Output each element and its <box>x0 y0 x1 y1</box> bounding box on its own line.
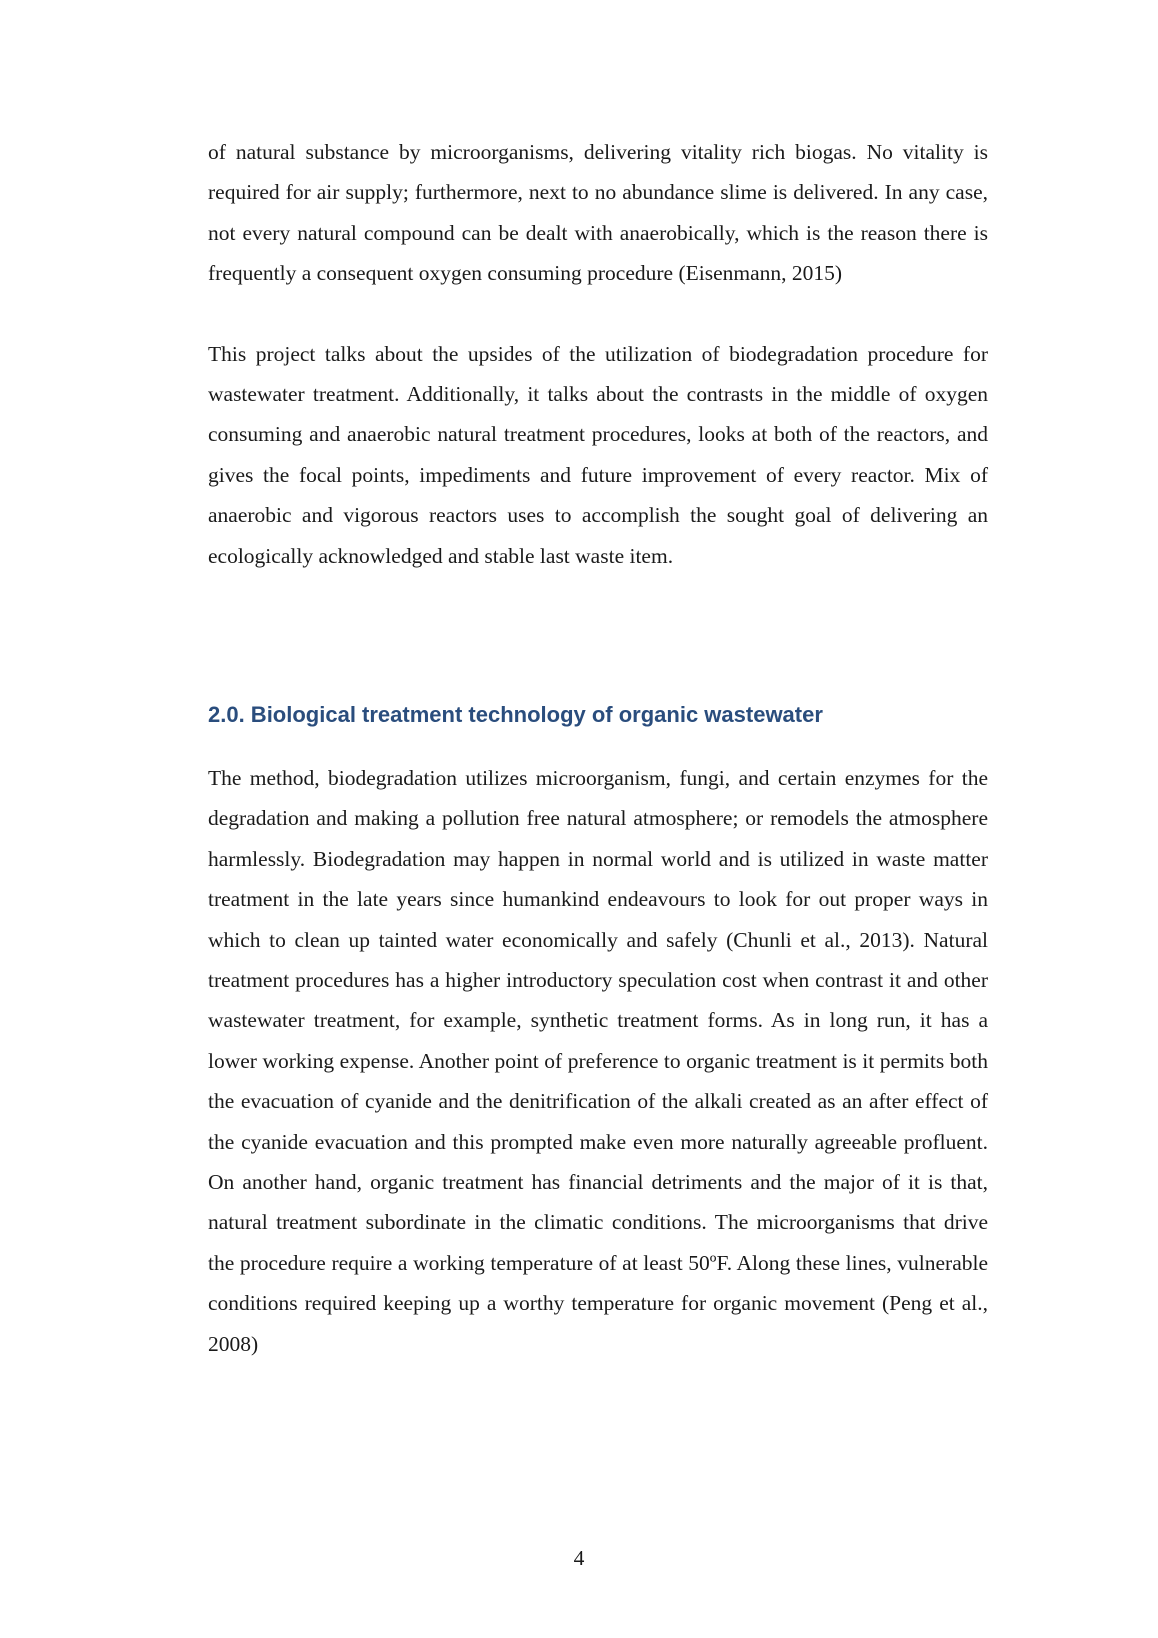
intro-paragraph-continued: of natural substance by microorganisms, delivering vitality rich biogas. No vitality is required for air supply; furthermore, next to no abundance slime is delivered. In any case, not every natural compound can be dealt with anaerobically, which is the reason there is frequently a consequent oxygen consuming procedure (Eisenmann, 2015) <box>208 140 988 286</box>
page-content <box>208 132 988 1356</box>
page-number: 4 <box>573 1546 585 1570</box>
section-body-paragraph: The method, biodegradation utilizes microorganism, fungi, and certain enzymes for the degradation and making a pollution free natural atmosphere; or remodels the atmosphere harmlessly. Biodegradation may happen in normal world and is utilized in waste matter treatment in the late years since humankind endeavours to look for out proper ways in which to clean up tainted water economically and safely (Chunli et al., 2013). Natural treatment procedures has a higher introductory speculation cost when contrast it and other wastewater treatment, for example, synthetic treatment forms. As in long run, it has a lower working expense. Another point of preference to organic treatment is it permits both the evacuation of cyanide and the denitrification of the alkali created as an after effect of the cyanide evacuation and this prompted make even more naturally agreeable profluent. On another hand, organic treatment has financial detriments and the major of it is that, natural treatment subordinate in the climatic conditions. The microorganisms that drive the procedure require a working temperature of at least 50ºF. Along these lines, vulnerable conditions required keeping up a worthy temperature for organic movement (Peng et al., 2008) <box>208 766 988 1356</box>
project-overview-paragraph: This project talks about the upsides of the utilization of biodegradation procedure for wastewater treatment. Additionally, it talks about the contrasts in the middle of oxygen consuming and anaerobic natural treatment procedures, looks at both of the reactors, and gives the focal points, impediments and future improvement of every reactor. Mix of anaerobic and vigorous reactors uses to accomplish the sought goal of delivering an ecologically acknowledged and stable last waste item. <box>208 341 988 568</box>
section-heading: 2.0. Biological treatment technology of organic wastewater <box>208 702 823 727</box>
